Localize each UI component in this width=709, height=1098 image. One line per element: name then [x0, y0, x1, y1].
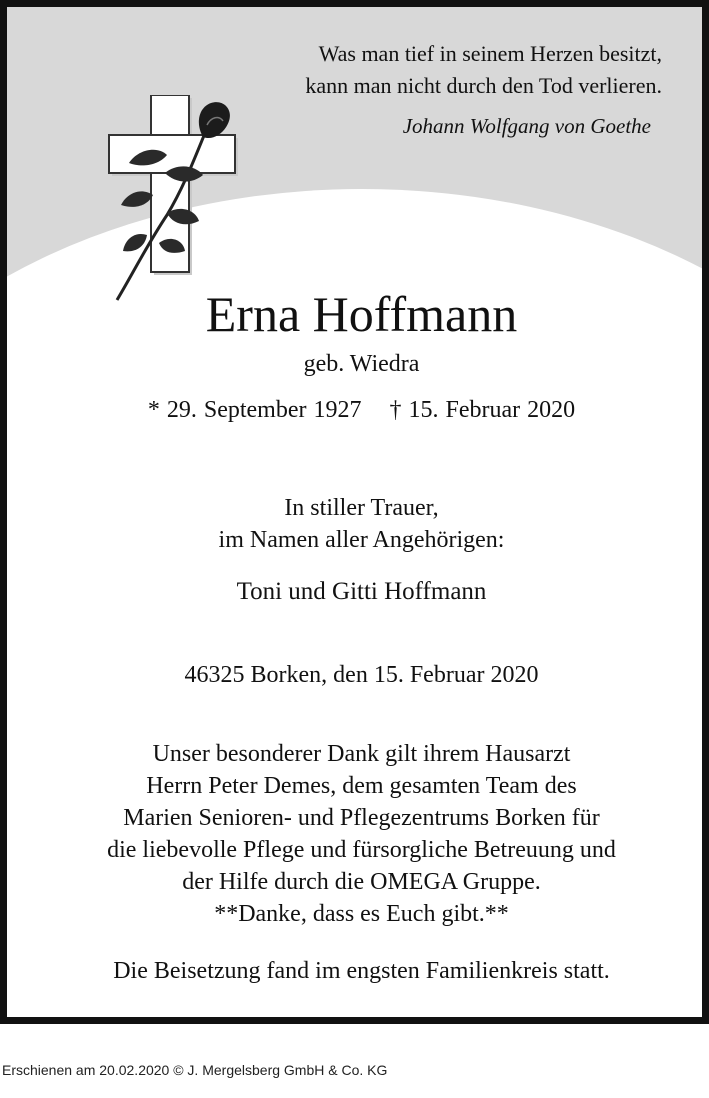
- quote: [305, 38, 662, 102]
- thanks-line: der Hilfe durch die OMEGA Gruppe.: [182, 869, 541, 895]
- thanks-line: Marien Senioren- und Pflegezentrums Borken für: [123, 805, 600, 831]
- thanks-line: Unser besonderer Dank gilt ihrem Hausarzt: [152, 741, 571, 767]
- thanks-line: Herrn Peter Demes, dem gesamten Team des: [146, 773, 577, 799]
- thanks-text: [7, 738, 709, 930]
- mourning-line: im Namen aller Angehörigen:: [218, 527, 505, 553]
- family-names: Toni und Gitti Hoffmann: [236, 578, 487, 605]
- maiden-name: geb. Wiedra: [303, 351, 420, 377]
- quote-line: Was man tief in seinem Herzen besitzt,: [318, 41, 662, 66]
- deceased-name: Erna Hoffmann: [205, 286, 518, 342]
- life-dates: [7, 397, 709, 424]
- place-date: 46325 Borken, den 15. Februar 2020: [184, 662, 539, 688]
- mourning-line: In stiller Trauer,: [284, 495, 439, 521]
- mourning-text: [7, 492, 709, 556]
- thanks-line: die liebevolle Pflege und fürsorgliche Betreuung und: [107, 837, 616, 863]
- thanks-line: **Danke, dass es Euch gibt.**: [214, 901, 509, 927]
- publication-footer: Erschienen am 20.02.2020 © J. Mergelsberg GmbH & Co. KG: [2, 1062, 388, 1078]
- burial-note: Die Beisetzung fand im engsten Familienkreis statt.: [113, 958, 610, 984]
- cross-with-rose-icon: [107, 95, 247, 305]
- birth-date: * 29. September 1927: [147, 397, 362, 423]
- quote-author: Johann Wolfgang von Goethe: [402, 114, 651, 138]
- death-date: † 15. Februar 2020: [389, 397, 576, 423]
- quote-line: kann man nicht durch den Tod verlieren.: [305, 73, 662, 98]
